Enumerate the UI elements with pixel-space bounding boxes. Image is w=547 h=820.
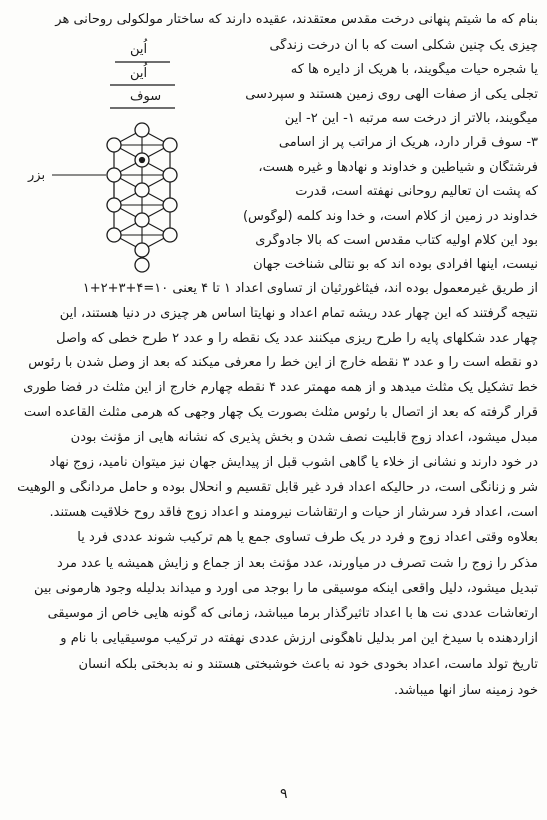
text-line: خط تشکیل یک مثلث میدهد و از همه مهمتر عدد ۴ نقطه چهارم خارج از این مثلث در فضا طوری	[23, 380, 538, 395]
diagram-node	[163, 168, 177, 182]
text-line: دو نقطه است را و عدد ۳ نقطه خارج از این خط را معرفی میکند که بعد از وصل شدن با رئوس	[28, 355, 538, 370]
text-line: میگویند، بالاتر از درخت سه مرتبه ۱- اُین ۲- اُین	[284, 111, 538, 126]
text-line: تجلی یکی از صفات الهی روی زمین هستند و سپردسی	[245, 87, 538, 102]
text-line: فرشتگان و شیاطین و خداوند و نهادها و غیره هست،	[258, 160, 538, 175]
diagram-node	[135, 123, 149, 137]
text-line: قرار گرفته که بعد از اتصال با رئوس مثلث بصورت یک چهار وجهی که هرمی مثلث القاعده است	[23, 405, 538, 420]
text-line: چهار عدد شکلهای پایه را طرح ریزی میکنند عدد یک نقطه را و عدد ۲ طرح خطی که واصل	[56, 331, 538, 346]
text-line: خداوند در زمین از کلام است، و خدا وند کلمه (لوگوس)	[242, 209, 538, 224]
side-label: بزر	[28, 168, 46, 183]
text-line: نیست، اینها افرادی بوده اند که بو نتالی شناخت جهان	[253, 257, 538, 272]
text-line: مذکر را زوج را شت تصرف در میآورند، عدد مؤنث بعد از جماع و زایش همیشه یا عدد مرد	[57, 556, 538, 571]
diagram-node	[107, 168, 121, 182]
level-label-3: سوف	[130, 89, 162, 104]
text-line: یا شجره حیات میگویند، با هریک از دایره ها که	[290, 62, 538, 77]
text-line: آزاردهنده با سیدخ این امر بدلیل ناهگونی ارزش عددی نهفته در ترکیب موسیقیایی با نام و	[60, 631, 538, 646]
diagram-node	[107, 198, 121, 212]
text-line: تبدیل میشود، دلیل واقعی اینکه موسیقی ما را بوجد می آورد و میداند بدلیله وجود هارمونی بین	[34, 581, 538, 596]
diagram-node	[135, 243, 149, 257]
text-line: بود این کلام اولیه کتاب مقدس است که بالا جادوگری	[255, 233, 538, 248]
diagram-node	[163, 228, 177, 242]
text-line: نتیجه گرفتند که این چهار عدد ریشه تمام اعداد و نهایتاً اساس هر چیزی در دنیا هستند، این	[59, 306, 538, 321]
level-label-2: اُین	[130, 66, 148, 81]
text-line: خود زمینه ساز آنها میباشد.	[393, 683, 538, 698]
diagram-node	[163, 138, 177, 152]
text-line: از طریق غیرمعمول بوده اند، فیثاغورثیان از تساوی اعداد ۱ تا ۴ یعنی ۱۰=۴+۳+۲+۱	[82, 281, 538, 296]
diagram-node	[135, 183, 149, 197]
diagram-node	[135, 258, 149, 272]
diagram-node	[135, 213, 149, 227]
text-line: که پشت آن تعالیم روحانی نهفته است، قدرت	[295, 184, 538, 199]
text-line: ارتعاشات عددی نت ها با اعداد تأثیرگذار برما میباشد، زمانی که گونه هایی خاص از موسیقی	[47, 606, 538, 621]
level-label-1: اُین	[130, 42, 148, 57]
text-line: بعلاوه وقتی اعداد زوج و فرد در یک طرف تساوی جمع یا هم ترکیب شوند عددی فرد یا	[77, 530, 538, 545]
text-line: شر و زنانگی است، در حالیکه اعداد فرد غیر قابل تقسیم و انحلال بوده و حامل مردانگی و الوهیت	[17, 480, 538, 495]
diagram-node	[163, 198, 177, 212]
diagram-node	[107, 228, 121, 242]
diagram-node	[107, 138, 121, 152]
text-line: تاریخ تولد ماست، اعداد بخودی خود نه باعث خوشبختی هستند و نه بدبختی بلکه انسان	[78, 657, 538, 672]
diagram-node-center-dot	[140, 158, 145, 163]
page-number: ۹	[280, 786, 288, 802]
text-line: بنام که ما شیتم پنهانی درخت مقدس معتقدند، عقیده دارند که ساختار مولکولی روحانی هر	[55, 12, 538, 27]
text-line: مبدل میشود، اعداد زوج قابلیت نصف شدن و بخش پذیری که نشانه هایی از مؤنث بودن	[70, 430, 538, 445]
text-line: در خود دارند و نشانی از خلاء یا گاهی آشوب قبل از پیدایش جهان نیز میتوان نامید، زوج نهاد	[49, 455, 538, 470]
text-line: چیزی یک چنین شکلی است که با آن درخت زندگی	[269, 38, 538, 53]
text-line: است، اعداد فرد سرشار از حیات و ارتقاشات نیرومند و اعداد زوج فاقد روح خلاقیت هستند.	[49, 505, 538, 520]
text-line: ۳- سوف قرار دارد، هریک از مراتب پر از اسامی	[278, 135, 538, 150]
